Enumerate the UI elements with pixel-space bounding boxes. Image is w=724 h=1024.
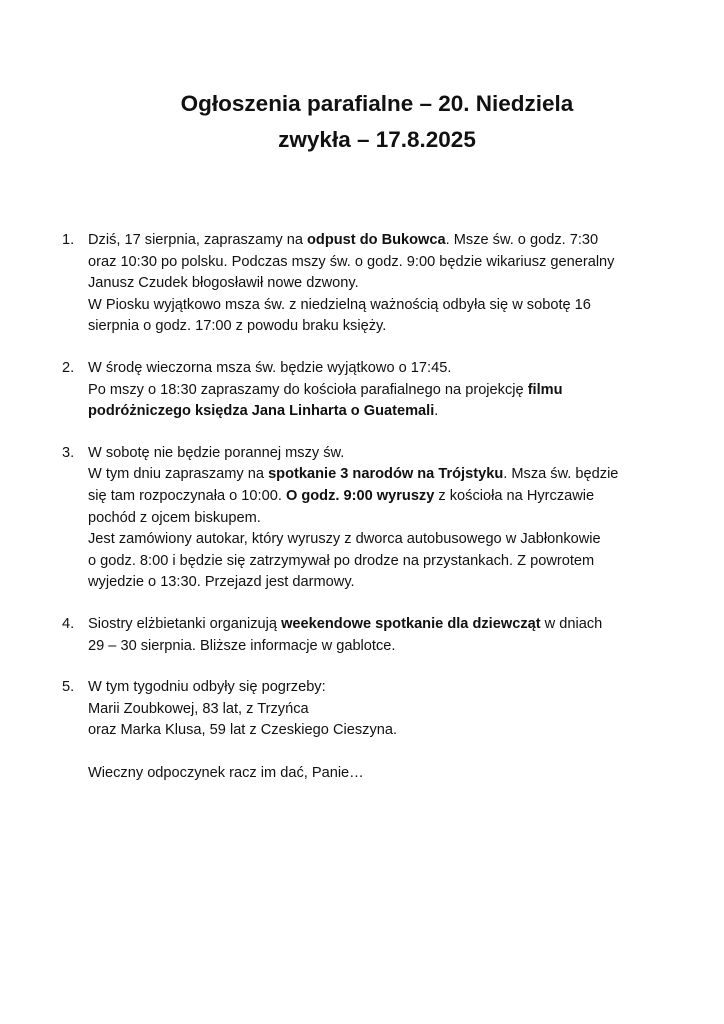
text-segment: Po mszy o 18:30 zapraszamy do kościoła parafialnego na projekcję [88, 381, 528, 398]
announcement-item [62, 358, 682, 423]
text-line [88, 486, 682, 508]
text-segment: 29 – 30 sierpnia. Bliższe informacje w gablotce. [88, 637, 396, 654]
text-segment: sierpnia o godz. 17:00 z powodu braku księży. [88, 318, 387, 335]
text-line [88, 508, 682, 530]
text-segment: oraz 10:30 po polsku. Podczas mszy św. o godz. 9:00 będzie wikariusz generalny [88, 253, 615, 270]
text-line [88, 464, 682, 486]
text-segment: W tym dniu zapraszamy na [88, 466, 269, 483]
announcement-number: 4. [62, 615, 75, 632]
page-title [90, 86, 664, 158]
text-segment: pochód z ojcem biskupem. [88, 509, 261, 526]
announcement-text [88, 358, 682, 423]
text-segment: . [434, 403, 439, 420]
announcement-number: 2. [62, 359, 75, 376]
text-line [88, 316, 682, 338]
text-line [88, 677, 682, 699]
text-line [88, 380, 682, 402]
text-segment: Janusz Czudek błogosławił nowe dzwony. [88, 275, 359, 292]
text-segment: W środę wieczorna msza św. będzie wyjątkowo o 17:45. [88, 359, 452, 376]
announcement-item [62, 677, 682, 785]
text-segment: o godz. 8:00 i będzie się zatrzymywał po drodze na przystankach. Z powrotem [88, 552, 595, 569]
text-line [88, 358, 682, 380]
announcement-text [88, 443, 682, 594]
title-line-1: Ogłoszenia parafialne – 20. Niedziela [180, 91, 574, 116]
text-line [88, 572, 682, 594]
text-segment: z kościoła na Hyrczawie [434, 487, 595, 504]
text-segment: się tam rozpoczynała o 10:00. [88, 487, 286, 504]
text-line [88, 763, 682, 785]
text-segment: W tym tygodniu odbyły się pogrzeby: [88, 679, 326, 696]
text-segment: oraz Marka Klusa, 59 lat z Czeskiego Cieszyna. [88, 722, 398, 739]
text-line [88, 720, 682, 742]
text-line [88, 295, 682, 317]
blank-line [88, 742, 682, 764]
text-segment: . Msza św. będzie [503, 466, 619, 483]
text-line [88, 529, 682, 551]
text-segment: Marii Zoubkowej, 83 lat, z Trzyńca [88, 700, 309, 717]
text-line [88, 401, 682, 423]
text-line [88, 614, 682, 636]
title-line-2: zwykła – 17.8.2025 [278, 127, 476, 152]
announcement-text [88, 677, 682, 785]
bold-text: O godz. 9:00 wyruszy [285, 487, 435, 504]
announcement-item [62, 230, 682, 338]
bold-text: odpust do Bukowca [307, 232, 446, 248]
bold-text: weekendowe spotkanie dla dziewcząt [281, 615, 541, 632]
text-segment: Siostry elżbietanki organizują [88, 615, 282, 632]
text-line [88, 230, 682, 252]
bold-text: spotkanie 3 narodów na Trójstyku [268, 466, 504, 483]
announcement-list [62, 230, 682, 805]
text-line [88, 252, 682, 274]
announcement-number: 5. [62, 679, 75, 696]
text-segment: Jest zamówiony autokar, który wyruszy z dworca autobusowego w Jabłonkowie [88, 531, 601, 548]
announcement-text [88, 614, 682, 657]
text-line [88, 551, 682, 573]
text-segment: wyjedzie o 13:30. Przejazd jest darmowy. [88, 574, 355, 591]
bold-text: filmu [527, 381, 563, 398]
announcement-text [88, 230, 682, 338]
text-segment: Wieczny odpoczynek racz im dać, Panie… [88, 765, 364, 782]
bold-text: podróżniczego księdza Jana Linharta o Guatemali [88, 403, 435, 420]
text-segment: W sobotę nie będzie porannej mszy św. [88, 444, 345, 461]
text-segment: Dziś, 17 sierpnia, zapraszamy na [88, 232, 307, 248]
text-segment: w dniach [540, 615, 603, 632]
text-segment: W Piosku wyjątkowo msza św. z niedzielną ważnością odbyła się w sobotę 16 [88, 296, 591, 313]
announcement-number: 3. [62, 444, 75, 461]
announcement-item [62, 614, 682, 657]
announcement-item [62, 443, 682, 594]
announcement-number: 1. [62, 232, 75, 248]
text-line [88, 636, 682, 658]
text-line [88, 273, 682, 295]
text-line [88, 443, 682, 465]
text-line [88, 699, 682, 721]
text-segment: . Msze św. o godz. 7:30 [445, 232, 599, 248]
